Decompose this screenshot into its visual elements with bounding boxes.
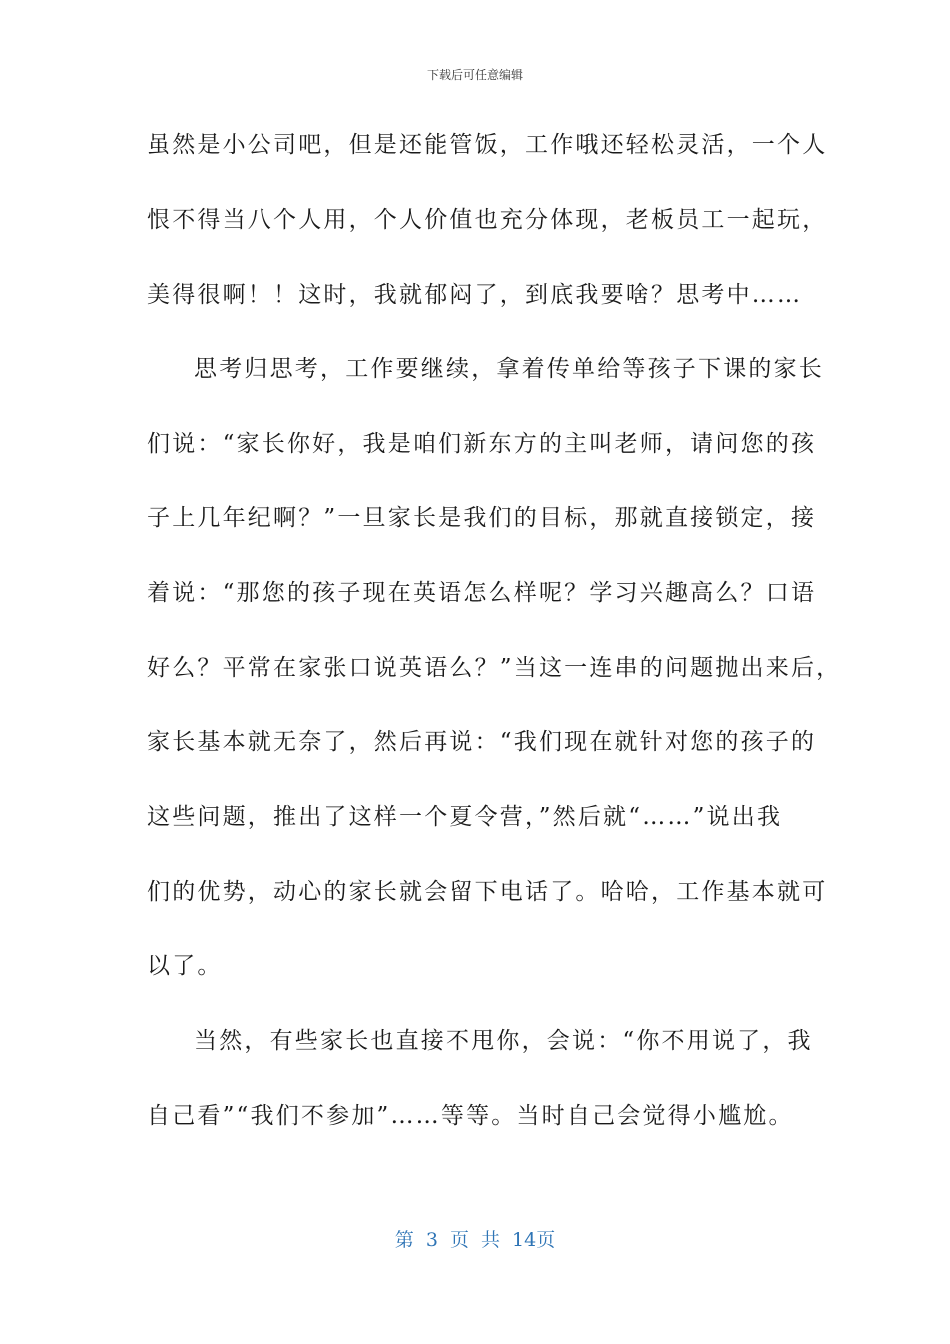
body-line: 们说：“家长你好，我是咱们新东方的主叫老师，请问您的孩	[147, 431, 817, 457]
page-footer: 第 3 页 共 14页	[394, 1229, 556, 1251]
body-line: 虽然是小公司吧，但是还能管饭，工作哦还轻松灵活，一个人	[147, 132, 828, 158]
page-header: 下载后可任意编辑	[426, 68, 523, 82]
body-line: 当然，有些家长也直接不甩你，会说：“你不用说了，我	[194, 1028, 813, 1054]
body-line: 自己看”“我们不参加”……等等。当时自己会觉得小尴尬。	[147, 1103, 794, 1129]
body-line: 着说：“那您的孩子现在英语怎么样呢？学习兴趣高么？口语	[147, 580, 817, 606]
body-line: 子上几年纪啊？”一旦家长是我们的目标，那就直接锁定，接	[147, 505, 817, 531]
body-line: 好么？平常在家张口说英语么？”当这一连串的问题抛出来后，	[147, 655, 842, 681]
body-line: 美得很啊！！这时，我就郁闷了，到底我要啥？思考中……	[147, 282, 803, 308]
body-line: 思考归思考，工作要继续，拿着传单给等孩子下课的家长	[194, 356, 824, 382]
body-line: 以了。	[147, 953, 223, 979]
body-line: 恨不得当八个人用，个人价值也充分体现，老板员工一起玩，	[147, 207, 828, 233]
body-line: 们的优势，动心的家长就会留下电话了。哈哈，工作基本就可	[147, 879, 828, 905]
body-line: 家长基本就无奈了，然后再说：“我们现在就针对您的孩子的	[147, 729, 817, 755]
body-line: 这些问题，推出了这样一个夏令营，”然后就“……”说出我	[147, 804, 783, 830]
